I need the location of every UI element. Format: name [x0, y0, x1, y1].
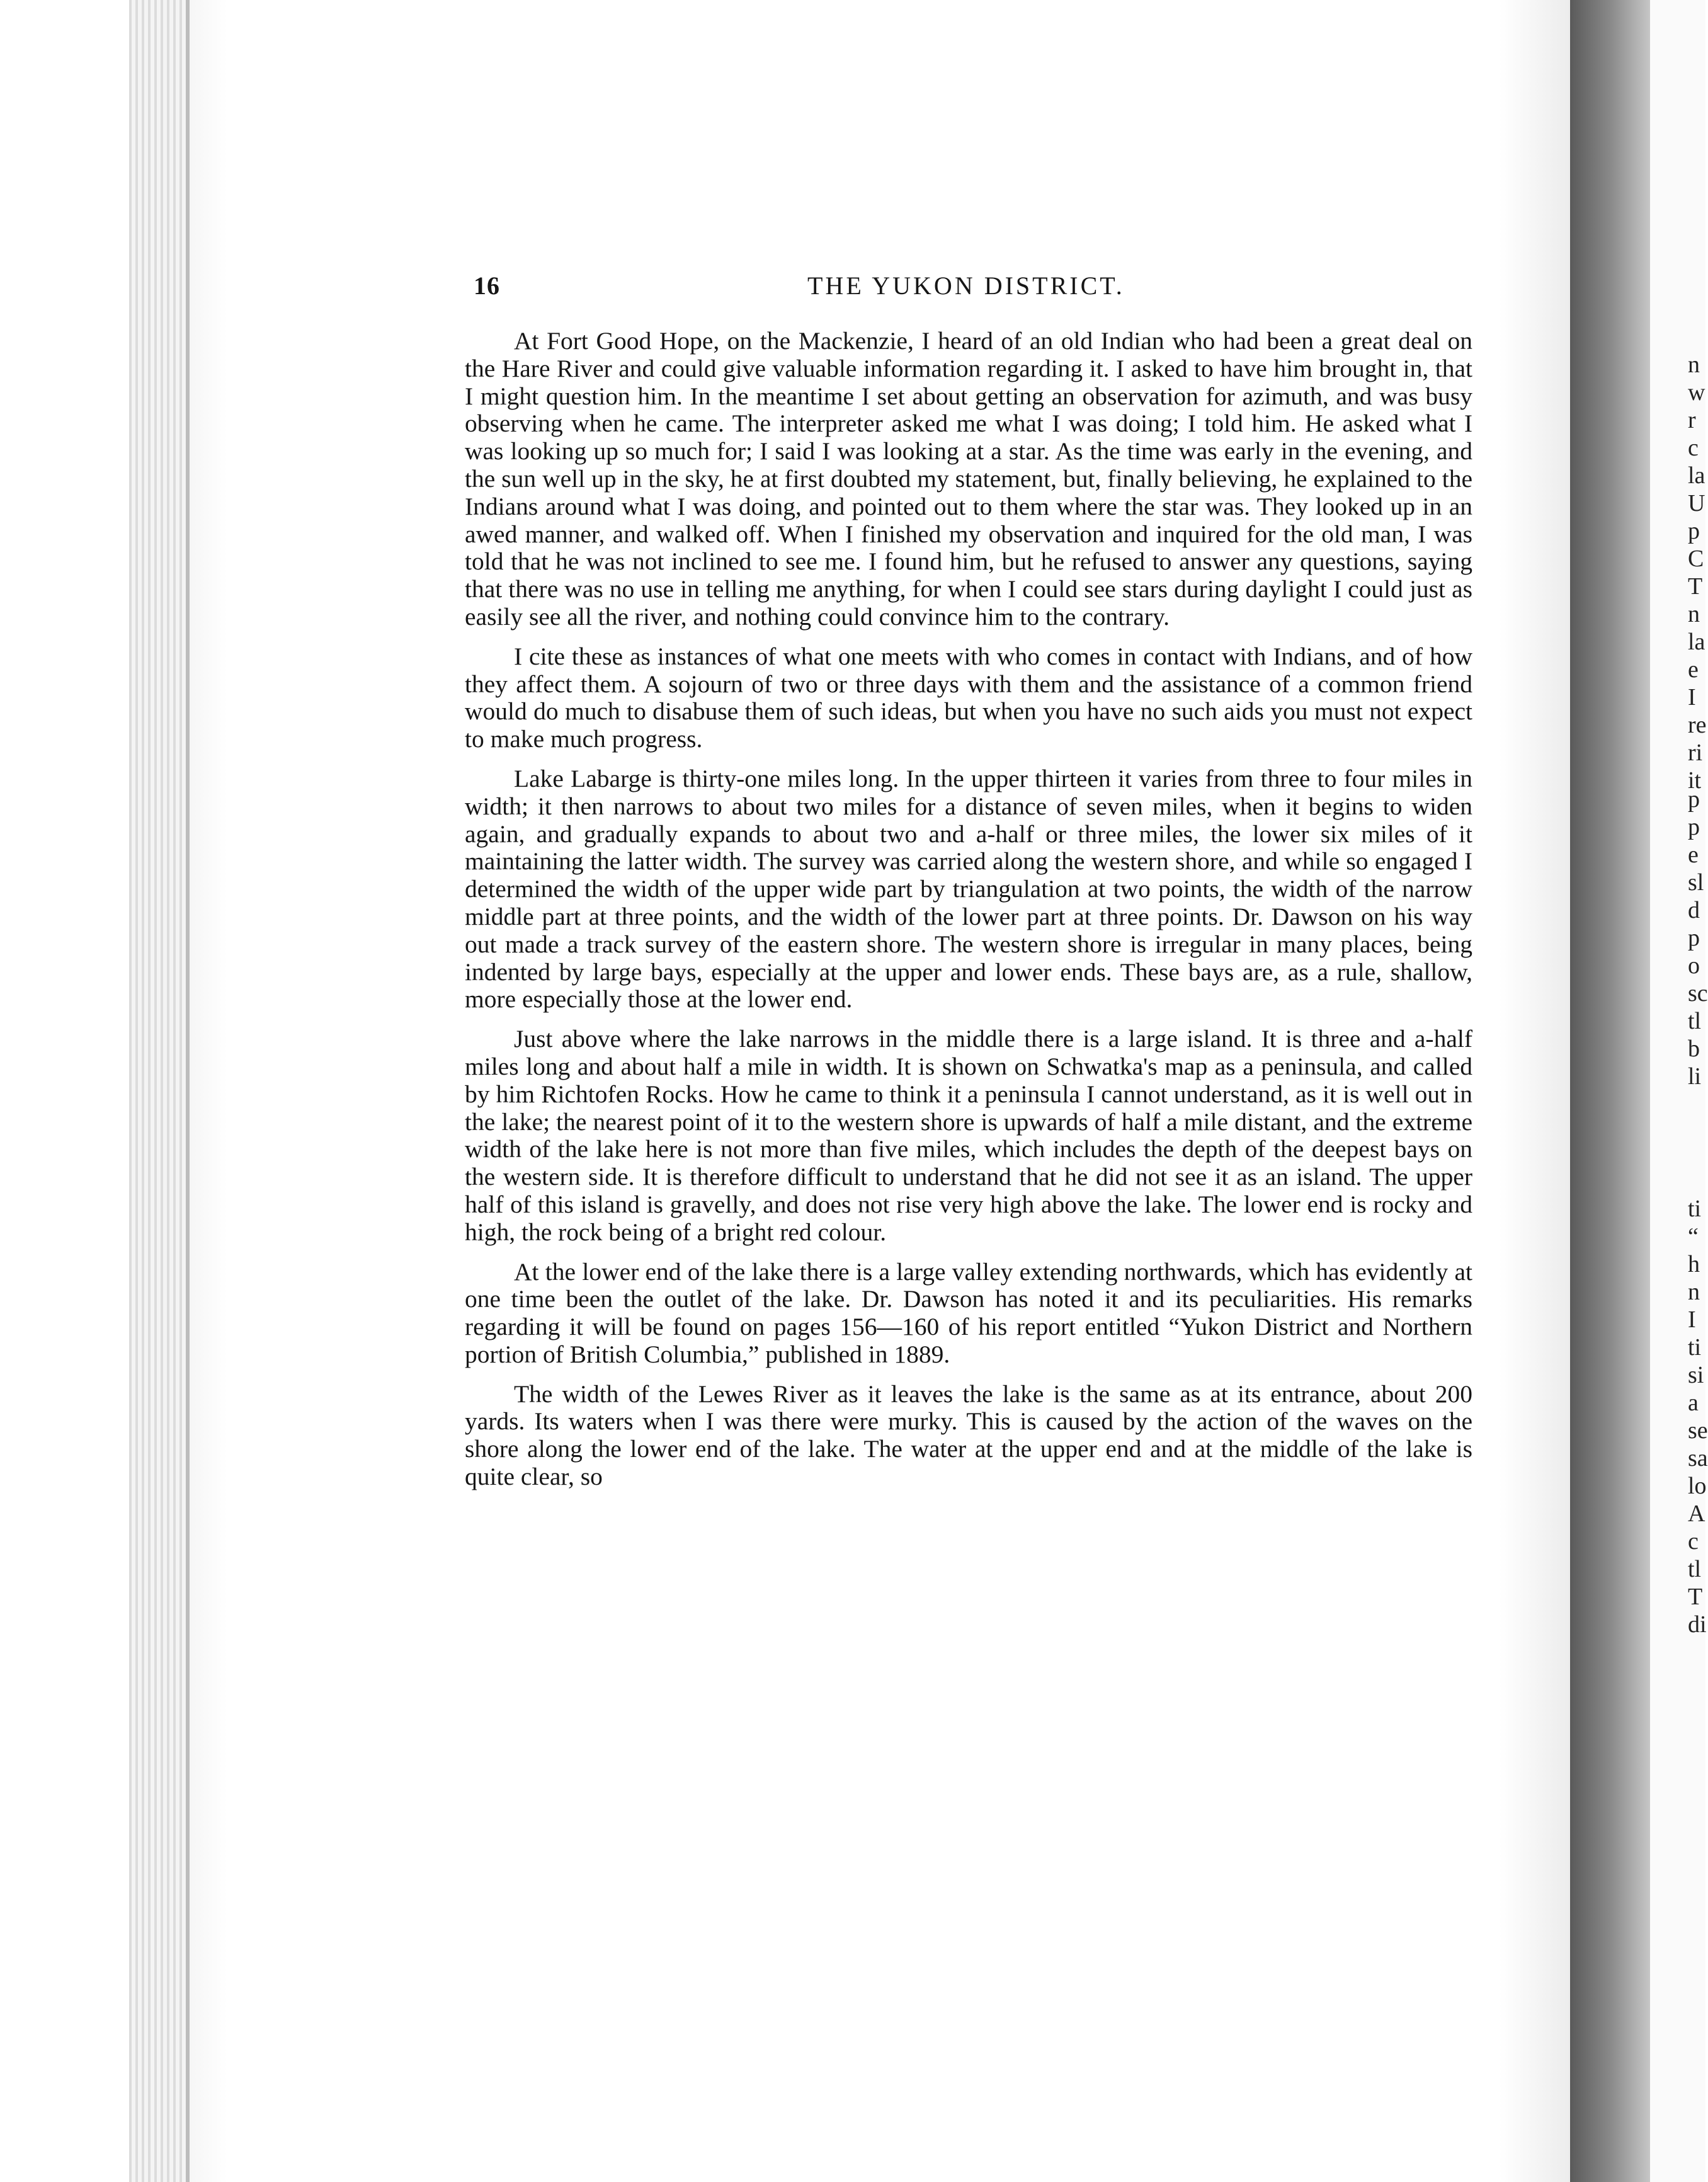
facing-page-fragment: it [1688, 767, 1702, 794]
facing-page-fragment: lo [1688, 1473, 1707, 1499]
facing-page-fragment: w [1688, 379, 1705, 406]
facing-page-fragment: n [1688, 351, 1700, 378]
page-number: 16 [474, 271, 500, 300]
facing-page-fragment: p [1688, 925, 1700, 951]
facing-page-fragment: A [1688, 1500, 1705, 1527]
facing-page-fragment: li [1688, 1063, 1702, 1090]
paragraph-lake-labarge: Lake Labarge is thirty-one miles long. In the upper thirteen it varies from three to four miles in width; it then narrows to about two miles for a distance of seven miles, when it begins to widen again, and gradually expands to about two and a-half or three miles, the lower six miles of it maintaining the latter width. The survey was carried along the western shore, and while so engaged I determined the width of the upper wide part by triangulation at two points, the width of the narrow middle part at three points, and the width of the lower part at three points. Dr. Dawson on his way out made a track survey of the eastern shore. The western shore is irregular in many places, being indented by large bays, especially at the upper and lower ends. These bays are, as a rule, shallow, more especially those at the lower end. [465, 764, 1472, 1014]
facing-page-fragment: ri [1688, 740, 1703, 766]
facing-page-fragment: U [1688, 490, 1705, 517]
facing-page-fragment: sl [1688, 869, 1704, 896]
paragraph-lewes-river: The width of the Lewes River as it leaves the lake is the same as at its entrance, about 200 yards. Its waters when I was there were murky. This is caused by the action of the waves on the shore along the lower end of the lake. The water at the upper end and at the middle of the lake is quite clear, so [465, 1379, 1472, 1491]
facing-page-edge [1650, 0, 1708, 2182]
running-title: THE YUKON DISTRICT. [807, 271, 1125, 300]
facing-page-fragment: p [1688, 518, 1700, 544]
facing-page-fragment: “ [1688, 1223, 1699, 1250]
facing-page-fragment: p [1688, 814, 1700, 840]
facing-page-fragment: c [1688, 435, 1699, 461]
facing-page-fragment: la [1688, 462, 1705, 489]
facing-page-fragment: ti [1688, 1334, 1702, 1361]
facing-page-fragment: a [1688, 1390, 1699, 1416]
paragraph-island: Just above where the lake narrows in the middle there is a large island. It is three and a-half miles long and about half a mile in width. It is shown on Schwatka's map as a peninsula, and called by him Richtofen Rocks. How he came to think it a peninsula I cannot understand, as it is well out in the lake; the nearest point of it to the western shore is upwards of half a mile distant, and the extreme width of the lake here is not more than five miles, which includes the depth of the deepest bays on the western side. It is therefore difficult to understand that he did not see it as an island. The upper half of this island is gravelly, and does not rise very high above the lake. The lower end is rocky and high, the rock being of a bright red colour. [465, 1025, 1472, 1246]
facing-page-fragment: re [1688, 712, 1707, 738]
facing-page-fragment: T [1688, 1584, 1703, 1610]
facing-page-fragment: b [1688, 1036, 1700, 1062]
facing-page-fragment: e [1688, 842, 1699, 868]
page-stack-edges [129, 0, 186, 2182]
paragraph-fort-good-hope: At Fort Good Hope, on the Mackenzie, I heard of an old Indian who had been a great deal on the Hare River and could give valuable information regarding it. I asked to have him brought in, that I might question him. In the meantime I set about getting an observation for azimuth, and was busy observing when he came. The interpreter asked me what I was doing; I told him. He asked what I was looking up so much for; I said I was looking at a star. As the time was early in the evening, and the sun well up in the sky, he at first doubted my statement, but, finally believing, he explained to the Indians around what I was doing, and pointed out to them where the star was. They looked up in an awed manner, and walked off. When I finished my observation and inquired for the old man, I was told that he was not inclined to see me. I found him, but he refused to answer any questions, saying that there was no use in telling me anything, for when I could see stars during daylight I could just as easily see all the river, and nothing could convince him to the contrary. [465, 327, 1472, 631]
facing-page-fragment: se [1688, 1417, 1708, 1444]
facing-page-fragment: n [1688, 601, 1700, 627]
facing-page-fragment: si [1688, 1362, 1704, 1388]
facing-page-fragment: p [1688, 786, 1700, 813]
facing-page-fragment: n [1688, 1279, 1700, 1305]
facing-page-fragment: tl [1688, 1008, 1702, 1034]
facing-page-fragment: e [1688, 656, 1699, 683]
facing-page-fragment: la [1688, 629, 1705, 655]
page-header [474, 271, 1469, 309]
facing-page-fragment: r [1688, 407, 1696, 433]
facing-page-fragment: I [1688, 684, 1696, 711]
scan-margin [0, 0, 126, 2182]
facing-page-fragment: h [1688, 1251, 1700, 1277]
facing-page-fragment: tl [1688, 1556, 1702, 1582]
facing-page-fragment: T [1688, 573, 1703, 600]
facing-page-fragment: C [1688, 546, 1704, 572]
facing-page-fragment: I [1688, 1306, 1696, 1333]
facing-page-fragment: sa [1688, 1445, 1708, 1471]
paragraph-instances: I cite these as instances of what one meets with who comes in contact with Indians, and of how they affect them. A sojourn of two or three days with them and the assistance of a common friend would do much to disabuse them of such ideas, but when you have no such aids you must not expect to make much progress. [465, 642, 1472, 753]
body-text [465, 328, 1472, 1503]
paragraph-valley: At the lower end of the lake there is a large valley extending northwards, which has evidently at one time been the outlet of the lake. Dr. Dawson has noted it and its peculiarities. His remarks regarding it will be found on pages 156—160 of his report entitled “Yukon District and Northern portion of British Columbia,” published in 1889. [465, 1257, 1472, 1368]
facing-page-fragment: di [1688, 1611, 1707, 1638]
facing-page-fragment: c [1688, 1528, 1699, 1555]
facing-page-fragment: sc [1688, 980, 1708, 1007]
facing-page-fragment: o [1688, 952, 1700, 979]
facing-page-fragment: d [1688, 897, 1700, 923]
facing-page-fragment: ti [1688, 1196, 1702, 1222]
